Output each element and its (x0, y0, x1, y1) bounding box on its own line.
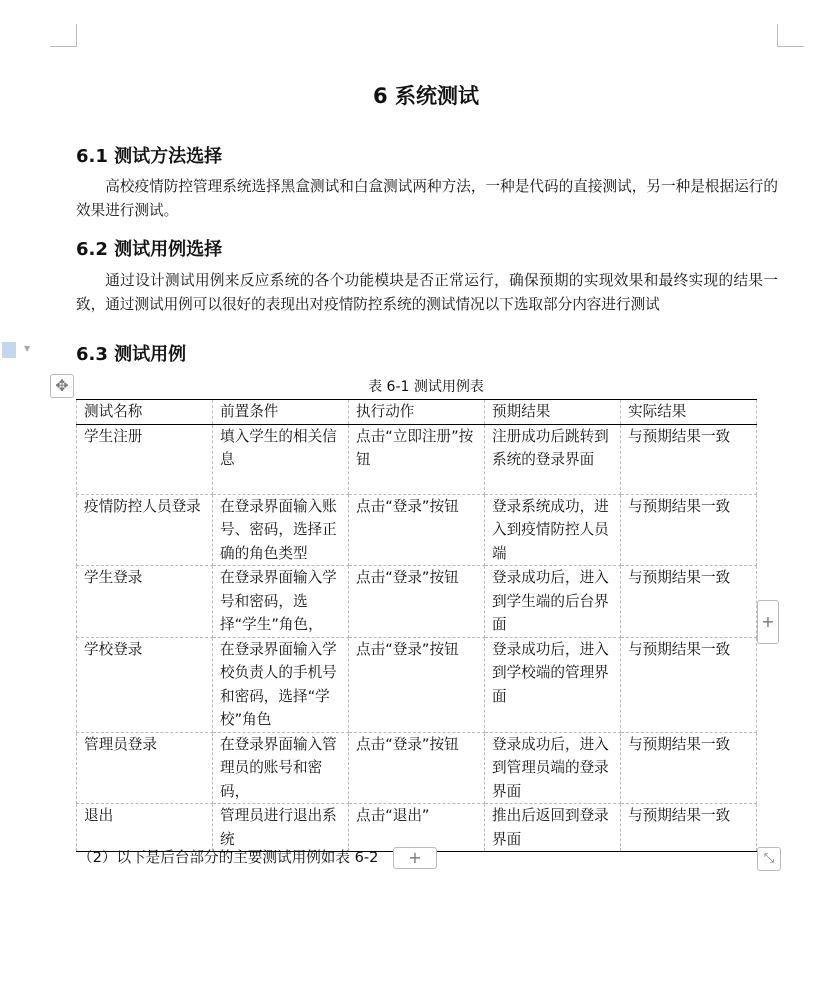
paragraph-layout-icon[interactable] (2, 342, 16, 358)
table-cell: 与预期结果一致 (621, 494, 757, 566)
table-resize-icon[interactable]: ⤡ (757, 847, 781, 871)
table-cell: 点击“立即注册”按钮 (349, 424, 485, 494)
table-cell: 在登录界面输入管理员的账号和密码， (213, 732, 349, 804)
table-cell: 学生登录 (77, 566, 213, 638)
table-cell: 注册成功后跳转到系统的登录界面 (485, 424, 621, 494)
table-cell: 在登录界面输入账号、密码，选择正确的角色类型 (213, 494, 349, 566)
section-heading-6-3: 6.3 测试用例 (76, 344, 187, 365)
table-header-cell: 前置条件 (213, 400, 349, 425)
table-cell: 管理员进行退出系统 (213, 804, 349, 852)
table-move-handle-icon[interactable]: ✥ (50, 374, 74, 398)
table-caption: 表 6-1 测试用例表 (368, 379, 484, 395)
table-cell: 学生注册 (77, 424, 213, 494)
table-cell: 与预期结果一致 (621, 732, 757, 804)
chevron-down-icon[interactable]: ▼ (24, 344, 31, 353)
table-cell: 点击“退出” (349, 804, 485, 852)
table-row (77, 732, 757, 804)
section-heading-6-2: 6.2 测试用例选择 (76, 239, 223, 260)
table-header-cell: 实际结果 (621, 400, 757, 425)
table-cell: 与预期结果一致 (621, 566, 757, 638)
table-cell: 与预期结果一致 (621, 804, 757, 852)
table-header-cell: 执行动作 (349, 400, 485, 425)
table-header-row (77, 400, 757, 425)
table-cell: 点击“登录”按钮 (349, 637, 485, 732)
table-cell: 登录系统成功，进入到疫情防控人员端 (485, 494, 621, 566)
add-row-button[interactable]: + (393, 847, 437, 869)
page-corner-mark (777, 24, 804, 47)
table-row (77, 424, 757, 494)
table-cell: 点击“登录”按钮 (349, 566, 485, 638)
page-corner-mark (50, 24, 77, 47)
table-cell: 与预期结果一致 (621, 424, 757, 494)
table-cell: 点击“登录”按钮 (349, 494, 485, 566)
table-cell: 管理员登录 (77, 732, 213, 804)
chapter-title: 6 系统测试 (373, 84, 479, 108)
table-header-cell: 预期结果 (485, 400, 621, 425)
table-cell: 在登录界面输入学号和密码，选择“学生”角色， (213, 566, 349, 638)
table-cell: 填入学生的相关信息 (213, 424, 349, 494)
table-cell: 点击“登录”按钮 (349, 732, 485, 804)
table-cell: 登录成功后，进入到学生端的后台界面 (485, 566, 621, 638)
section-heading-6-1: 6.1 测试方法选择 (76, 146, 223, 167)
table-cell: 学校登录 (77, 637, 213, 732)
note-text: （2）以下是后台部分的主要测试用例如表 6-2 (78, 849, 379, 866)
add-column-button[interactable]: + (757, 600, 779, 644)
test-case-table (76, 399, 757, 852)
table-cell: 推出后返回到登录界面 (485, 804, 621, 852)
paragraph: 通过设计测试用例来反应系统的各个功能模块是否正常运行，确保预期的实现效果和最终实现的结果一致，通过测试用例可以很好的表现出对疫情防控系统的测试情况以下选取部分内容进行测试 (76, 272, 778, 313)
table-row (77, 494, 757, 566)
table-header-cell: 测试名称 (77, 400, 213, 425)
table-row (77, 804, 757, 852)
table-row (77, 566, 757, 638)
table-row (77, 637, 757, 732)
table-cell: 退出 (77, 804, 213, 852)
paragraph: 高校疫情防控管理系统选择黑盒测试和白盒测试两种方法，一种是代码的直接测试，另一种是根据运行的效果进行测试。 (76, 178, 778, 219)
table-cell: 与预期结果一致 (621, 637, 757, 732)
table-cell: 登录成功后，进入到管理员端的登录界面 (485, 732, 621, 804)
table-cell: 登录成功后，进入到学校端的管理界面 (485, 637, 621, 732)
table-cell: 在登录界面输入学校负责人的手机号和密码，选择“学校”角色 (213, 637, 349, 732)
table-cell: 疫情防控人员登录 (77, 494, 213, 566)
